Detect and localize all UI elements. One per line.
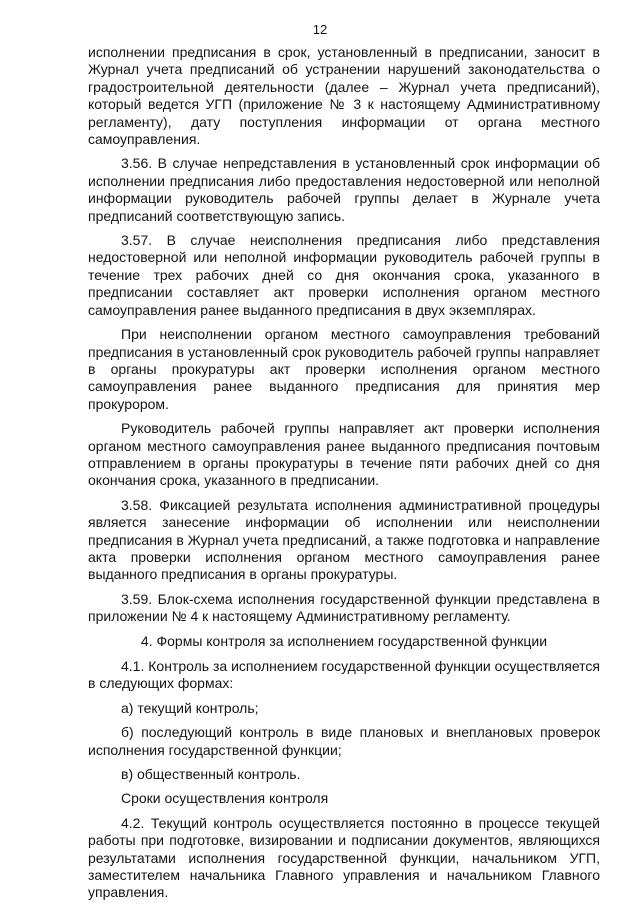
subheading-control-terms: Сроки осуществления контроля [121,790,329,807]
document-body [88,44,600,909]
paragraph-3-58: 3.58. Фиксацией результата исполнения административной процедуры является занесение информации об исполнении или неисполнении предписания в Журнал учета предписаний, а также подготовка и направление акта проверки исполнения органом местного самоуправления ранее выданного предписания в органы прокуратуры. [88,496,600,583]
paragraph-4-2: 4.2. Текущий контроль осуществляется постоянно в процессе текущей работы при подготовке, визировании и подписании документов, являющихся результатами исполнения государственной функции, начальником УГП, заместителем начальника Главного управления и начальником Главного управления. [88,814,600,901]
paragraph-act-sending: Руководитель рабочей группы направляет акт проверки исполнения органом местного самоуправления ранее выданного предписания почтовым отправлением в органы прокуратуры в течение пяти рабочих дней со дня окончания срока, указанного в предписании. [88,420,600,489]
section-heading: 4. Формы контроля за исполнением государственной функции [140,632,548,649]
paragraph-3-56: 3.56. В случае непредставления в установленный срок информации об исполнении предписания либо предоставления недостоверной или неполной информации руководитель рабочей группы делает в Журнале учета предписаний соответствующую запись. [88,155,600,224]
list-item-b: б) последующий контроль в виде плановых и внеплановых проверок исполнения государственной функции; [88,724,600,758]
paragraph-noncompliance: При неисполнении органом местного самоуправления требований предписания в установленный срок руководитель рабочей группы направляет в органы прокуратуры акт проверки исполнения органом местного самоуправления ранее выданного предписания для принятия мер прокурором. [88,326,600,412]
paragraph-3-57: 3.57. В случае неисполнения предписания либо представления недостоверной или неполной информации руководитель рабочей группы в течение трех рабочих дней со дня окончания срока, указанного в предписании составляет акт проверки исполнения органом местного самоуправления ранее выданного предписания в двух экземплярах. [88,232,600,318]
page-number: 12 [312,22,328,37]
paragraph-continuation: исполнении предписания в срок, установленный в предписании, заносит в Журнал учета предписаний об устранении нарушений законодательства о градостроительной деятельности (далее – Журнал учета предписаний), который ведется УГП (приложение № 3 к настоящему Административному регламенту), дату поступления информации от органа местного самоуправления. [88,44,600,148]
list-item-a: а) текущий контроль; [121,699,259,716]
paragraph-3-59: 3.59. Блок-схема исполнения государственной функции представлена в приложении № 4 к настоящему Административному регламенту. [88,590,600,625]
list-item-c: в) общественный контроль. [121,766,301,783]
paragraph-4-1: 4.1. Контроль за исполнением государственной функции осуществляется в следующих формах: [88,658,600,692]
